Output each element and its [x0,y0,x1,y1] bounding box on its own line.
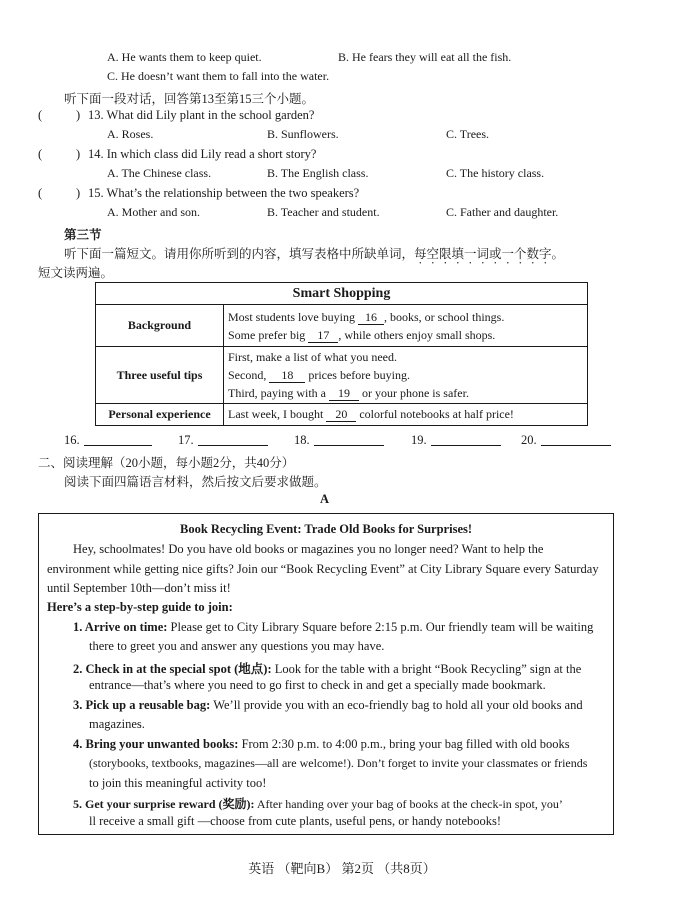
experience-content: Last week, I bought 20 colorful notebooks at half price! [224,404,588,426]
intro-line-1: Hey, schoolmates! Do you have old books or magazines you no longer need? Want to help the [73,542,544,556]
step-2: 2. Check in at the special spot (地点): Look for the table with a bright “Book Recycling” sign at the [73,662,582,676]
step-1: 1. Arrive on time: Please get to City Library Square before 2:15 p.m. Our friendly team will be waiting [73,620,594,634]
blank-16: 16 [358,311,384,325]
part2-heading: 二、阅读理解（20小题，每小题2分，共40分） [38,456,295,470]
q15-stem: 15. What’s the relationship between the two speakers? [88,186,360,200]
passage-title: Book Recycling Event: Trade Old Books for Surprises! [179,522,473,536]
section3-instruction-line2: 短文读两遍。 [38,266,114,280]
answer-blank-17[interactable] [198,433,268,446]
background-label: Background [96,305,224,347]
blank-18: 18 [269,369,305,383]
q14-option-b: B. The English class. [267,166,369,180]
answer-blank-18[interactable] [314,433,384,446]
table-title: Smart Shopping [96,283,588,305]
q12-option-c: C. He doesn’t want them to fall into the water. [107,69,330,83]
step-4-cont: (storybooks, textbooks, magazines—all are welcome!). Don’t forget to invite your classmates or friends [89,756,588,770]
q14-option-a: A. The Chinese class. [107,166,212,180]
section3-instruction: 听下面一篇短文。请用你所听到的内容，填写表格中所缺单词，每空限填一词或一个数字。 [64,247,565,261]
q13-paren-close: ) [76,108,81,122]
dialog-intro: 听下面一段对话，回答第13至第15三个小题。 [64,92,315,106]
answer-blank-19[interactable] [431,433,501,446]
q15-paren-open: ( [38,186,43,200]
background-content: Most students love buying 16 , books, or school things. Some prefer big 17 , while others enjoy small shops. [224,305,588,347]
page-footer: 英语 （靶向B） 第2页 （共8页） [248,861,436,876]
answer-label-17: 17. [178,433,194,447]
q13-option-a: A. Roses. [107,127,154,141]
q14-option-c: C. The history class. [446,166,545,180]
q14-paren-close: ) [76,147,81,161]
q14-paren-open: ( [38,147,43,161]
q12-option-a: A. He wants them to keep quiet. [107,50,262,64]
step-4: 4. Bring your unwanted books: From 2:30 p.m. to 4:00 p.m., bring your bag filled with old books [73,737,570,751]
step-4-cont-2: to join this meaningful activity too! [89,776,267,790]
answer-label-18: 18. [294,433,310,447]
blank-20: 20 [326,408,356,422]
q15-option-b: B. Teacher and student. [267,205,380,219]
q13-option-c: C. Trees. [446,127,490,141]
section3-heading: 第三节 [64,228,102,242]
guide-heading: Here’s a step-by-step guide to join: [47,600,233,614]
part2-instruction: 阅读下面四篇语言材料，然后按文后要求做题。 [64,475,327,489]
section-letter: A [320,492,330,506]
intro-line-3: until September 10th—don’t miss it! [47,581,231,595]
q14-stem: 14. In which class did Lily read a short story? [88,147,317,161]
step-1-cont: there to greet you and answer any questions you may have. [89,639,385,653]
passage-box [38,513,614,835]
emphasis-dotted-text: 每空限填一词或一个数字 [414,247,552,261]
tips-label: Three useful tips [96,347,224,404]
q15-option-c: C. Father and daughter. [446,205,559,219]
answer-label-20: 20. [521,433,537,447]
q15-option-a: A. Mother and son. [107,205,200,219]
answer-label-16: 16. [64,433,80,447]
step-3-cont: magazines. [89,717,145,731]
blank-19: 19 [329,387,359,401]
q15-paren-close: ) [76,186,81,200]
step-5: 5. Get your surprise reward (奖励): After handing over your bag of books at the check-in spot, you’ [73,797,563,811]
smart-shopping-table [95,282,588,426]
q13-stem: 13. What did Lily plant in the school garden? [88,108,315,122]
step-2-cont: entrance—that’s where you need to go first to check in and get a specially made bookmark. [89,678,546,692]
blank-17: 17 [308,329,338,343]
q12-option-b: B. He fears they will eat all the fish. [338,50,512,64]
answer-blank-16[interactable] [84,433,152,446]
answer-label-19: 19. [411,433,427,447]
tips-content: First, make a list of what you need. Second, 18 prices before buying. Third, paying with a 19 or your phone is safer. [224,347,588,404]
intro-line-2: environment while getting nice gifts? Join our “Book Recycling Event” at City Library Square every Saturday [47,562,599,576]
q13-option-b: B. Sunflowers. [267,127,339,141]
q13-paren-open: ( [38,108,43,122]
step-5-cont: ll receive a small gift —choose from cute plants, useful pens, or handy notebooks! [89,814,502,828]
experience-label: Personal experience [96,404,224,426]
answer-blank-20[interactable] [541,433,611,446]
step-3: 3. Pick up a reusable bag: We’ll provide you with an eco-friendly bag to hold all your old books and [73,698,583,712]
